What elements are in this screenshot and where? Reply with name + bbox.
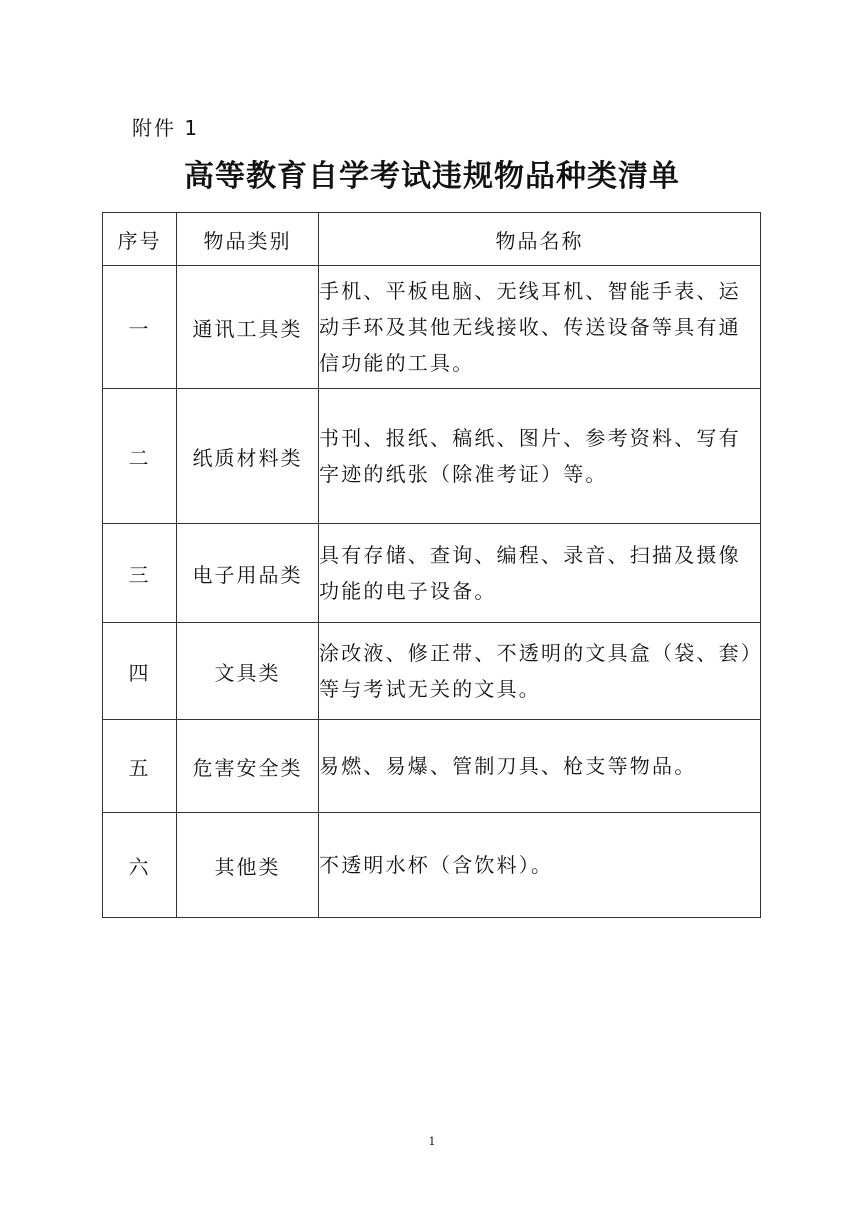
table-row — [103, 524, 761, 623]
row-items: 涂改液、修正带、不透明的文具盒（袋、套）等与考试无关的文具。 — [319, 623, 761, 720]
table-row — [103, 720, 761, 813]
prohibited-items-table — [102, 212, 761, 918]
table-row — [103, 623, 761, 720]
row-number: 三 — [103, 524, 177, 623]
row-items: 具有存储、查询、编程、录音、扫描及摄像功能的电子设备。 — [319, 524, 761, 623]
table-header-row — [103, 213, 761, 266]
document-title: 高等教育自学考试违规物品种类清单 — [184, 159, 680, 194]
table-row — [103, 813, 761, 918]
table-row — [103, 389, 761, 524]
row-category: 通讯工具类 — [177, 266, 319, 389]
header-category: 物品类别 — [177, 213, 319, 266]
row-items: 书刊、报纸、稿纸、图片、参考资料、写有字迹的纸张（除准考证）等。 — [319, 389, 761, 524]
table-row — [103, 266, 761, 389]
row-number: 一 — [103, 266, 177, 389]
row-category: 其他类 — [177, 813, 319, 918]
row-items: 不透明水杯（含饮料）。 — [319, 813, 761, 918]
row-category: 文具类 — [177, 623, 319, 720]
row-number: 二 — [103, 389, 177, 524]
row-category: 电子用品类 — [177, 524, 319, 623]
row-number: 六 — [103, 813, 177, 918]
row-category: 危害安全类 — [177, 720, 319, 813]
row-number: 五 — [103, 720, 177, 813]
row-number: 四 — [103, 623, 177, 720]
row-items: 易燃、易爆、管制刀具、枪支等物品。 — [319, 720, 761, 813]
header-number: 序号 — [103, 213, 177, 266]
row-category: 纸质材料类 — [177, 389, 319, 524]
row-items: 手机、平板电脑、无线耳机、智能手表、运动手环及其他无线接收、传送设备等具有通信功能的工具。 — [319, 266, 761, 389]
page-number: 1 — [428, 1135, 436, 1148]
header-name: 物品名称 — [319, 213, 761, 266]
attachment-label: 附件 1 — [132, 116, 200, 140]
